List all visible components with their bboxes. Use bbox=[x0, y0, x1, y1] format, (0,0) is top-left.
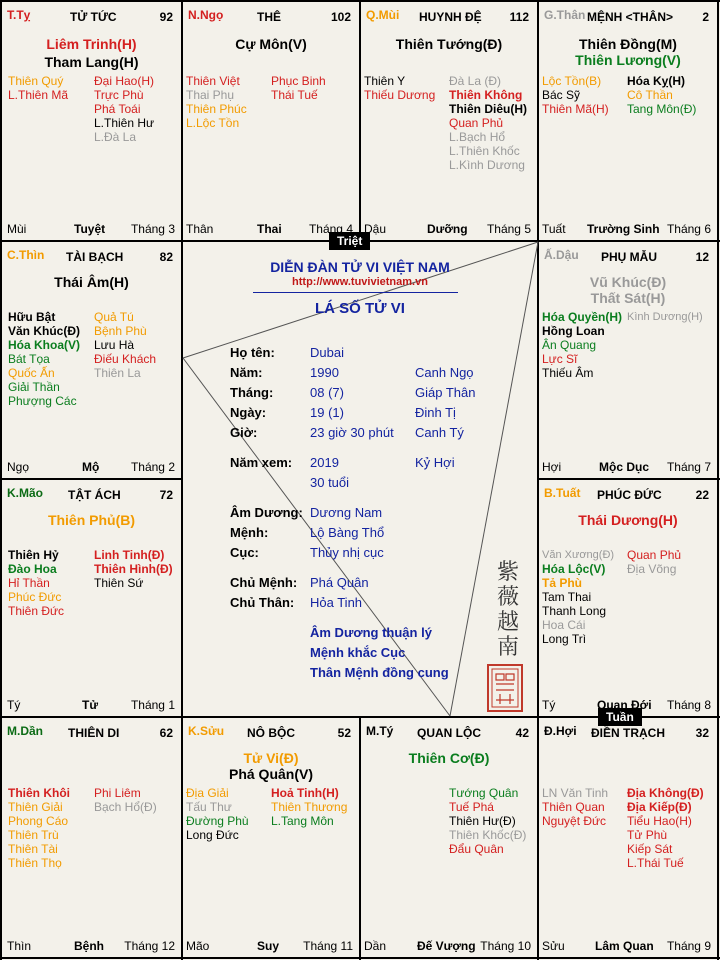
palace-house: PHỤ MẪU bbox=[601, 250, 657, 264]
chumenh-value: Phá Quân bbox=[310, 575, 369, 590]
palace-foot-center: Tuyệt bbox=[74, 222, 106, 236]
star: Tiểu Hao(H) bbox=[627, 814, 692, 828]
star: Thiên Quan bbox=[542, 800, 605, 814]
major-star: Phá Quân(V) bbox=[228, 766, 313, 782]
star: Tử Phù bbox=[627, 828, 668, 842]
major-star: Thiên Tướng(Đ) bbox=[395, 36, 503, 52]
star: Đại Hao(H) bbox=[94, 74, 155, 88]
star: Thiên Quý bbox=[8, 74, 64, 88]
major-star: Liêm Trinh(H) bbox=[46, 36, 137, 52]
minor-stars-left bbox=[542, 310, 622, 380]
star: Thai Phụ bbox=[186, 88, 235, 102]
star: Quan Phủ bbox=[627, 548, 682, 562]
palace-foot-right: Tháng 11 bbox=[303, 939, 353, 953]
month-label: Tháng: bbox=[230, 385, 274, 400]
star: L.Tang Môn bbox=[271, 814, 334, 828]
minor-stars-right bbox=[627, 548, 681, 576]
palace-foot-center: Mộc Dục bbox=[599, 460, 650, 474]
chumenh-label: Chủ Mệnh: bbox=[230, 575, 298, 590]
hour-value: 23 giờ 30 phút bbox=[310, 425, 394, 440]
palace-ty-rat bbox=[361, 718, 537, 957]
star: L.Thiên Khốc bbox=[449, 144, 520, 158]
star: Thiên Khốc(Đ) bbox=[449, 828, 527, 842]
cuc-value: Thủy nhị cục bbox=[310, 545, 384, 560]
star: Đà La (Đ) bbox=[449, 74, 502, 88]
star: Phi Liêm bbox=[94, 786, 141, 800]
palace-number: 92 bbox=[159, 10, 173, 24]
star: Văn Khúc(Đ) bbox=[8, 324, 80, 338]
star: Thiên Hư(Đ) bbox=[449, 814, 516, 828]
palace-branch: Đ.Hợi bbox=[544, 724, 577, 738]
palace-house: ĐIỀN TRẠCH bbox=[591, 726, 665, 740]
title-underline bbox=[253, 292, 458, 293]
star: Hóa Quyền(H) bbox=[542, 310, 623, 324]
star: Thiên Sứ bbox=[94, 576, 144, 590]
palace-foot-left: Tý bbox=[7, 698, 21, 712]
star: Phong Cáo bbox=[8, 814, 69, 828]
star: Cô Thần bbox=[627, 88, 673, 102]
star: Thiên Thương bbox=[271, 800, 348, 814]
major-star: Cự Môn(V) bbox=[235, 36, 307, 52]
palace-foot-right: Tháng 2 bbox=[130, 460, 175, 474]
palace-foot-right: Tháng 6 bbox=[666, 222, 711, 236]
minor-stars-left bbox=[364, 74, 435, 102]
amduong-label: Âm Dương: bbox=[230, 505, 303, 520]
palace-foot-center: Trường Sinh bbox=[587, 222, 660, 236]
palace-number: 42 bbox=[515, 726, 529, 740]
seal-char: 越 bbox=[497, 610, 520, 635]
palace-foot-right: Tháng 9 bbox=[666, 939, 711, 953]
star: Bát Tọa bbox=[8, 352, 50, 366]
palace-branch: C.Thìn bbox=[7, 248, 45, 262]
star: Bệnh Phù bbox=[94, 324, 147, 338]
minor-stars-right bbox=[627, 74, 696, 116]
star: Hoả Tinh(H) bbox=[271, 786, 339, 800]
palace-foot-right: Tháng 4 bbox=[308, 222, 353, 236]
palace-foot-left: Dậu bbox=[364, 222, 387, 236]
palace-number: 32 bbox=[695, 726, 709, 740]
star: L.Lộc Tồn bbox=[186, 116, 240, 130]
star: LN Văn Tinh bbox=[542, 786, 609, 800]
palace-foot-left: Mùi bbox=[7, 222, 27, 236]
day-canchi: Đinh Tị bbox=[415, 405, 456, 420]
star: Địa Võng bbox=[627, 562, 677, 576]
star: Hóa Lộc(V) bbox=[542, 562, 606, 576]
palace-house: TÀI BẠCH bbox=[66, 250, 124, 264]
palace-house: MỆNH <THÂN> bbox=[587, 10, 674, 24]
star: Tả Phù bbox=[542, 576, 583, 590]
star: Ân Quang bbox=[542, 338, 597, 352]
seal-char: 紫 bbox=[497, 560, 520, 585]
palace-dau bbox=[539, 242, 717, 478]
palace-foot-right: Tháng 1 bbox=[130, 698, 175, 712]
palace-foot-left: Ngọ bbox=[7, 460, 30, 474]
star: Phá Toái bbox=[94, 102, 141, 116]
minor-stars-right bbox=[449, 74, 527, 172]
palace-branch: B.Tuất bbox=[544, 486, 581, 500]
star: Thiên Diêu(H) bbox=[449, 102, 527, 116]
star: Thiếu Dương bbox=[364, 88, 436, 102]
palace-branch: T.Tỵ bbox=[7, 8, 31, 22]
palace-foot-center: Quan Đới bbox=[597, 698, 652, 712]
palace-house: TỬ TỨC bbox=[70, 10, 117, 24]
day-label: Ngày: bbox=[230, 405, 267, 420]
palace-suu bbox=[183, 718, 359, 957]
palace-branch: M.Dần bbox=[7, 724, 43, 738]
palace-foot-center: Mộ bbox=[82, 460, 100, 474]
palace-tuat bbox=[539, 480, 717, 716]
year-label: Năm: bbox=[230, 365, 263, 380]
star: Đẩu Quân bbox=[449, 842, 504, 856]
star: Văn Xương(Đ) bbox=[542, 549, 615, 561]
star: Linh Tinh(Đ) bbox=[94, 548, 165, 562]
palace-foot-center: Suy bbox=[257, 939, 280, 953]
star: Hồng Loan bbox=[542, 324, 605, 338]
menh-value: Lộ Bàng Thổ bbox=[310, 525, 385, 540]
forum-url[interactable]: http://www.tuvivietnam.vn bbox=[292, 276, 428, 288]
star: Lực Sĩ bbox=[542, 352, 578, 366]
star: Hóa Kỵ(H) bbox=[627, 74, 686, 88]
palace-than bbox=[539, 2, 717, 240]
year-canchi: Canh Ngọ bbox=[415, 365, 474, 380]
year-value: 1990 bbox=[310, 365, 339, 380]
chuthan-label: Chủ Thân: bbox=[230, 595, 295, 610]
star: Quốc Ấn bbox=[8, 366, 55, 380]
palace-house: NÔ BỘC bbox=[247, 726, 295, 740]
palace-number: 72 bbox=[159, 488, 173, 502]
star: Thiên Tài bbox=[8, 842, 58, 856]
month-value: 08 (7) bbox=[310, 385, 344, 400]
star: Trực Phù bbox=[94, 88, 144, 102]
minor-stars-left bbox=[542, 74, 609, 116]
seal-char: 南 bbox=[497, 635, 520, 660]
star: Đường Phù bbox=[186, 814, 249, 828]
palace-mao bbox=[2, 480, 181, 716]
star: Thái Tuế bbox=[271, 88, 318, 102]
minor-stars-right bbox=[627, 786, 704, 870]
major-star: Thiên Phủ(B) bbox=[47, 512, 136, 528]
star: L.Thái Tuế bbox=[627, 856, 684, 870]
palace-foot-center: Bệnh bbox=[74, 939, 104, 953]
palace-foot-right: Tháng 8 bbox=[666, 698, 711, 712]
palace-number: 102 bbox=[330, 10, 351, 24]
star: Phúc Đức bbox=[8, 590, 62, 604]
palace-number: 112 bbox=[509, 10, 529, 24]
star: Tuế Phá bbox=[449, 800, 494, 814]
palace-house: THÊ bbox=[257, 10, 281, 24]
star: Hữu Bật bbox=[8, 310, 56, 324]
month-canchi: Giáp Thân bbox=[415, 385, 476, 400]
star: Thiên Giải bbox=[8, 800, 63, 814]
major-star: Thái Dương(H) bbox=[578, 512, 678, 528]
star: Nguyệt Đức bbox=[542, 814, 607, 828]
star: Tang Môn(Đ) bbox=[627, 102, 697, 116]
palace-number: 52 bbox=[337, 726, 351, 740]
star: Địa Kiếp(Đ) bbox=[627, 800, 692, 814]
palace-number: 62 bbox=[159, 726, 173, 740]
palace-number: 2 bbox=[702, 10, 709, 24]
palace-house: PHÚC ĐỨC bbox=[597, 488, 662, 502]
age-value: 30 tuổi bbox=[310, 475, 350, 490]
amduong-value: Dương Nam bbox=[310, 505, 383, 520]
major-star: Thái Âm(H) bbox=[54, 274, 129, 290]
palace-branch: K.Sửu bbox=[188, 724, 225, 738]
star: Thiên Phúc bbox=[186, 102, 247, 116]
palace-house: TẬT ÁCH bbox=[68, 488, 121, 502]
star: Thiên Y bbox=[364, 74, 406, 88]
star: Thiên Khôi bbox=[8, 786, 70, 800]
star: Quả Tú bbox=[94, 310, 134, 324]
chuthan-value: Hỏa Tinh bbox=[310, 595, 363, 610]
note-3: Thân Mệnh đồng cung bbox=[310, 665, 449, 680]
star: Quan Phủ bbox=[449, 116, 504, 130]
palace-foot-right: Tháng 12 bbox=[124, 939, 175, 953]
name-value: Dubai bbox=[310, 345, 344, 360]
star: Thiên La bbox=[94, 366, 141, 380]
palace-mui bbox=[361, 2, 537, 240]
star: Thiếu Âm bbox=[542, 366, 594, 380]
star: Bạch Hổ(Đ) bbox=[94, 800, 157, 814]
minor-stars-right bbox=[94, 548, 173, 590]
palace-number: 82 bbox=[159, 250, 173, 264]
star: L.Thiên Hư bbox=[94, 116, 155, 130]
palace-ngo bbox=[183, 2, 359, 240]
palace-branch: M.Tý bbox=[366, 724, 394, 738]
minor-stars-left bbox=[8, 548, 64, 618]
star: Hoa Cái bbox=[542, 618, 586, 632]
star: L.Đà La bbox=[94, 130, 137, 144]
palace-number: 12 bbox=[695, 250, 709, 264]
minor-stars-right bbox=[94, 786, 157, 814]
star: Bác Sỹ bbox=[542, 88, 581, 102]
red-seal-icon bbox=[487, 664, 523, 712]
palace-hoi bbox=[539, 718, 717, 957]
star: Phượng Các bbox=[8, 394, 77, 408]
palace-foot-right: Tháng 7 bbox=[666, 460, 711, 474]
minor-stars-left bbox=[8, 74, 68, 102]
palace-foot-center: Lâm Quan bbox=[595, 939, 654, 953]
minor-stars-left bbox=[8, 310, 80, 408]
minor-stars-right bbox=[94, 310, 156, 380]
palace-foot-center: Tử bbox=[82, 698, 99, 712]
minor-stars-left bbox=[186, 74, 247, 130]
view-year-value: 2019 bbox=[310, 455, 339, 470]
cuc-label: Cục: bbox=[230, 545, 259, 560]
star: Thiên Mã(H) bbox=[542, 102, 609, 116]
major-star: Tử Vi(Đ) bbox=[243, 750, 299, 766]
palace-branch: N.Ngọ bbox=[188, 8, 224, 22]
hour-label: Giờ: bbox=[230, 425, 258, 440]
palace-foot-left: Sửu bbox=[542, 939, 565, 953]
star: L.Bạch Hổ bbox=[449, 130, 506, 144]
star: Thanh Long bbox=[542, 604, 607, 618]
minor-stars-left bbox=[8, 786, 70, 870]
palace-foot-left: Tý bbox=[542, 698, 556, 712]
minor-stars-right bbox=[271, 786, 347, 828]
palace-foot-left: Thân bbox=[186, 222, 214, 236]
note-2: Mệnh khắc Cục bbox=[310, 645, 406, 660]
triet-badge: Triệt bbox=[329, 232, 370, 250]
major-star: Thiên Cơ(Đ) bbox=[408, 750, 490, 766]
palace-branch: Q.Mùi bbox=[366, 8, 400, 22]
star: Tam Thai bbox=[542, 590, 592, 604]
major-star: Thiên Đồng(M) bbox=[579, 36, 677, 52]
star: L.Kình Dương bbox=[449, 158, 525, 172]
star: Long Đức bbox=[186, 828, 239, 842]
star: Phục Binh bbox=[271, 74, 326, 88]
palace-foot-right: Tháng 3 bbox=[130, 222, 175, 236]
palace-foot-left: Tuất bbox=[542, 222, 566, 236]
day-value: 19 (1) bbox=[310, 405, 344, 420]
palace-number: 22 bbox=[695, 488, 709, 502]
major-star: Thiên Lương(V) bbox=[575, 52, 681, 68]
minor-stars-right bbox=[271, 74, 326, 102]
minor-stars-left bbox=[542, 548, 614, 646]
minor-stars-right bbox=[449, 786, 526, 856]
star: L.Thiên Mã bbox=[8, 88, 69, 102]
hour-canchi: Canh Tý bbox=[415, 425, 464, 440]
minor-stars-right bbox=[627, 310, 703, 324]
star: Thiên Việt bbox=[186, 74, 240, 88]
major-star: Vũ Khúc(Đ) bbox=[589, 274, 667, 290]
palace-foot-right: Tháng 5 bbox=[486, 222, 531, 236]
star: Điếu Khách bbox=[94, 352, 157, 366]
minor-stars-right bbox=[94, 74, 154, 144]
palace-branch: K.Mão bbox=[7, 486, 43, 500]
forum-title: DIỄN ĐÀN TỬ VI VIỆT NAM bbox=[270, 259, 450, 275]
view-year-label: Năm xem: bbox=[230, 455, 293, 470]
star: Tướng Quân bbox=[449, 786, 519, 800]
star: Hóa Khoa(V) bbox=[8, 338, 80, 352]
minor-stars-left bbox=[542, 786, 608, 828]
star: Đào Hoa bbox=[8, 562, 57, 576]
palace-house: QUAN LỘC bbox=[417, 726, 481, 740]
star: Lộc Tồn(B) bbox=[542, 74, 602, 88]
star: Thiên Thọ bbox=[8, 856, 62, 870]
star: Địa Không(Đ) bbox=[627, 786, 704, 800]
star: Thiên Đức bbox=[8, 604, 65, 618]
seal-char: 薇 bbox=[497, 585, 520, 610]
palace-foot-left: Dần bbox=[364, 939, 387, 953]
star: Giải Thần bbox=[8, 380, 60, 394]
palace-foot-center: Đế Vượng bbox=[417, 939, 476, 953]
star: Hỉ Thần bbox=[8, 576, 50, 590]
star: Địa Giải bbox=[186, 786, 229, 800]
view-year-canchi: Kỷ Hợi bbox=[415, 455, 455, 470]
palace-house: HUYNH ĐỆ bbox=[419, 10, 482, 24]
star: Kiếp Sát bbox=[627, 842, 673, 856]
palace-foot-left: Mão bbox=[186, 939, 210, 953]
palace-house: THIÊN DI bbox=[68, 726, 120, 740]
star: Lưu Hà bbox=[94, 338, 135, 352]
star: Kình Dương(H) bbox=[627, 311, 703, 323]
note-1: Âm Dương thuận lý bbox=[310, 625, 432, 640]
star: Tấu Thư bbox=[186, 800, 232, 814]
major-star: Tham Lang(H) bbox=[44, 54, 139, 70]
palace-ty bbox=[2, 2, 181, 240]
palace-thin bbox=[2, 242, 181, 478]
star: Thiên Không bbox=[449, 88, 523, 102]
palace-branch: G.Thân bbox=[544, 8, 586, 22]
palace-foot-center: Dưỡng bbox=[427, 222, 468, 236]
star: Thiên Hình(Đ) bbox=[94, 562, 173, 576]
tuan-badge: Tuần bbox=[598, 708, 642, 726]
menh-label: Mệnh: bbox=[230, 525, 269, 540]
star: Long Trì bbox=[542, 632, 587, 646]
palace-foot-right: Tháng 10 bbox=[480, 939, 531, 953]
minor-stars-left bbox=[186, 786, 249, 842]
star: Thiên Trù bbox=[8, 828, 59, 842]
palace-foot-left: Thìn bbox=[7, 939, 32, 953]
palace-foot-center: Thai bbox=[257, 222, 282, 236]
palace-branch: Ấ.Dậu bbox=[544, 248, 579, 262]
major-star: Thất Sát(H) bbox=[590, 290, 666, 306]
chart-title: LÁ SỐ TỬ VI bbox=[315, 300, 405, 317]
star: Thiên Hỷ bbox=[8, 548, 59, 562]
palace-dan bbox=[2, 718, 181, 957]
palace-foot-left: Hợi bbox=[542, 460, 562, 474]
name-label: Họ tên: bbox=[230, 345, 275, 360]
